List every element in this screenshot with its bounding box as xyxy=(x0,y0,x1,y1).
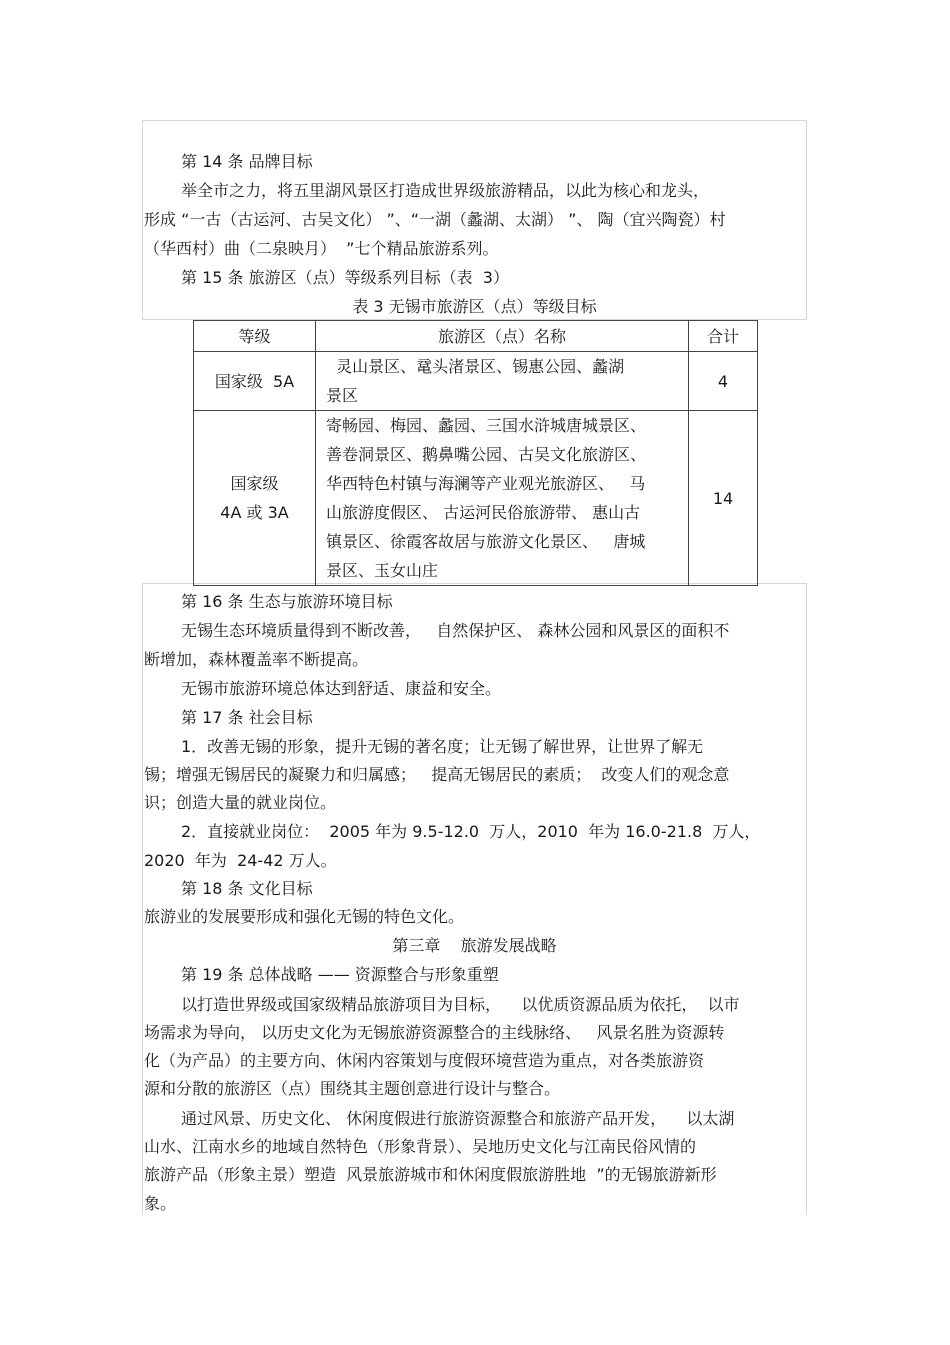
scenic-area-line: 镇景区、徐霞客故居与旅游文化景区、 唐城 xyxy=(326,532,646,551)
grade-cell xyxy=(194,411,316,586)
total-cell: 14 xyxy=(689,411,758,586)
article-19-line: 源和分散的旅游区（点）围绕其主题创意进行设计与整合。 xyxy=(144,1079,561,1098)
article-19-heading: 第 19 条 总体战略 —— 资源整合与形象重塑 xyxy=(181,965,499,984)
article-14-line: 形成 “一古（古运河、古吴文化） ”、“一湖（蠡湖、太湖） ”、 陶（宜兴陶瓷）村 xyxy=(144,210,726,229)
article-17-line: 锡；增强无锡居民的凝聚力和归属感； 提高无锡居民的素质； 改变人们的观念意 xyxy=(144,765,730,784)
grade-cell xyxy=(194,352,316,411)
grade-text: 国家级 5A xyxy=(214,371,295,391)
scenic-area-line: 山旅游度假区、 古运河民俗旅游带、 惠山古 xyxy=(326,503,641,522)
article-19-line: 以打造世界级或国家级精品旅游项目为目标， 以优质资源品质为依托， 以市 xyxy=(181,995,740,1014)
grade-text: 国家级 xyxy=(230,474,279,493)
table-row xyxy=(194,352,758,411)
scenic-area-line: 寄畅园、梅园、蠡园、三国水浒城唐城景区、 xyxy=(326,416,647,435)
article-17-line: 2020 年为 24-42 万人。 xyxy=(144,851,337,870)
article-17-line: 2．直接就业岗位： 2005 年为 9.5-12.0 万人，2010 年为 16.0-21.8 万人， xyxy=(181,822,761,841)
table-caption: 表 3 无锡市旅游区（点）等级目标 xyxy=(352,297,597,316)
article-18-line: 旅游业的发展要形成和强化无锡的特色文化。 xyxy=(144,907,465,926)
article-18-heading: 第 18 条 文化目标 xyxy=(181,879,313,898)
article-14-line: （华西村）曲（二泉映月） ”七个精品旅游系列。 xyxy=(144,239,499,258)
names-cell xyxy=(316,411,689,586)
scenic-area-line: 华西特色村镇与海澜等产业观光旅游区、 马 xyxy=(326,474,646,493)
header-total: 合计 xyxy=(689,321,758,352)
scenic-area-line: 灵山景区、鼋头渚景区、锡惠公园、蠡湖 xyxy=(326,357,625,376)
article-15-heading: 第 15 条 旅游区（点）等级系列目标（表 3） xyxy=(181,268,509,287)
article-19-line: 场需求为导向， 以历史文化为无锡旅游资源整合的主线脉络、 风景名胜为资源转 xyxy=(144,1023,725,1042)
article-19-line: 旅游产品（形象主景）塑造 风景旅游城市和休闲度假旅游胜地 ”的无锡旅游新形 xyxy=(144,1165,717,1184)
grade-text: 4A 或 3A xyxy=(220,503,289,522)
article-19-line: 通过风景、历史文化、 休闲度假进行旅游资源整合和旅游产品开发， 以太湖 xyxy=(181,1109,735,1128)
article-16-line: 断增加，森林覆盖率不断提高。 xyxy=(144,650,369,669)
article-19-line: 化（为产品）的主要方向、休闲内容策划与度假环境营造为重点，对各类旅游资 xyxy=(144,1051,705,1070)
article-16-line: 无锡市旅游环境总体达到舒适、康益和安全。 xyxy=(181,679,502,698)
article-17-heading: 第 17 条 社会目标 xyxy=(181,708,313,727)
scenic-area-line: 景区、玉女山庄 xyxy=(326,561,439,580)
header-names: 旅游区（点）名称 xyxy=(316,321,689,352)
article-14-heading: 第 14 条 品牌目标 xyxy=(181,152,313,171)
article-16-heading: 第 16 条 生态与旅游环境目标 xyxy=(181,592,393,611)
grade-target-table xyxy=(193,320,758,586)
chapter-title: 第三章 旅游发展战略 xyxy=(392,936,557,955)
article-19-line: 山水、江南水乡的地域自然特色（形象背景）、吴地历史文化与江南民俗风情的 xyxy=(144,1137,697,1156)
article-17-line: 1．改善无锡的形象，提升无锡的著名度；让无锡了解世界，让世界了解无 xyxy=(181,737,704,756)
scenic-area-line: 善卷洞景区、鹅鼻嘴公园、古吴文化旅游区、 xyxy=(326,445,647,464)
header-grade: 等级 xyxy=(194,321,316,352)
total-cell: 4 xyxy=(689,352,758,411)
table-row xyxy=(194,411,758,586)
scenic-area-line: 景区 xyxy=(326,386,359,405)
article-19-line: 象。 xyxy=(144,1194,177,1213)
article-16-line: 无锡生态环境质量得到不断改善， 自然保护区、 森林公园和风景区的面积不 xyxy=(181,621,730,640)
article-14-line: 举全市之力，将五里湖风景区打造成世界级旅游精品，以此为核心和龙头， xyxy=(181,181,710,200)
article-17-line: 识；创造大量的就业岗位。 xyxy=(144,793,337,812)
names-cell xyxy=(316,352,689,411)
table-header-row xyxy=(194,321,758,352)
